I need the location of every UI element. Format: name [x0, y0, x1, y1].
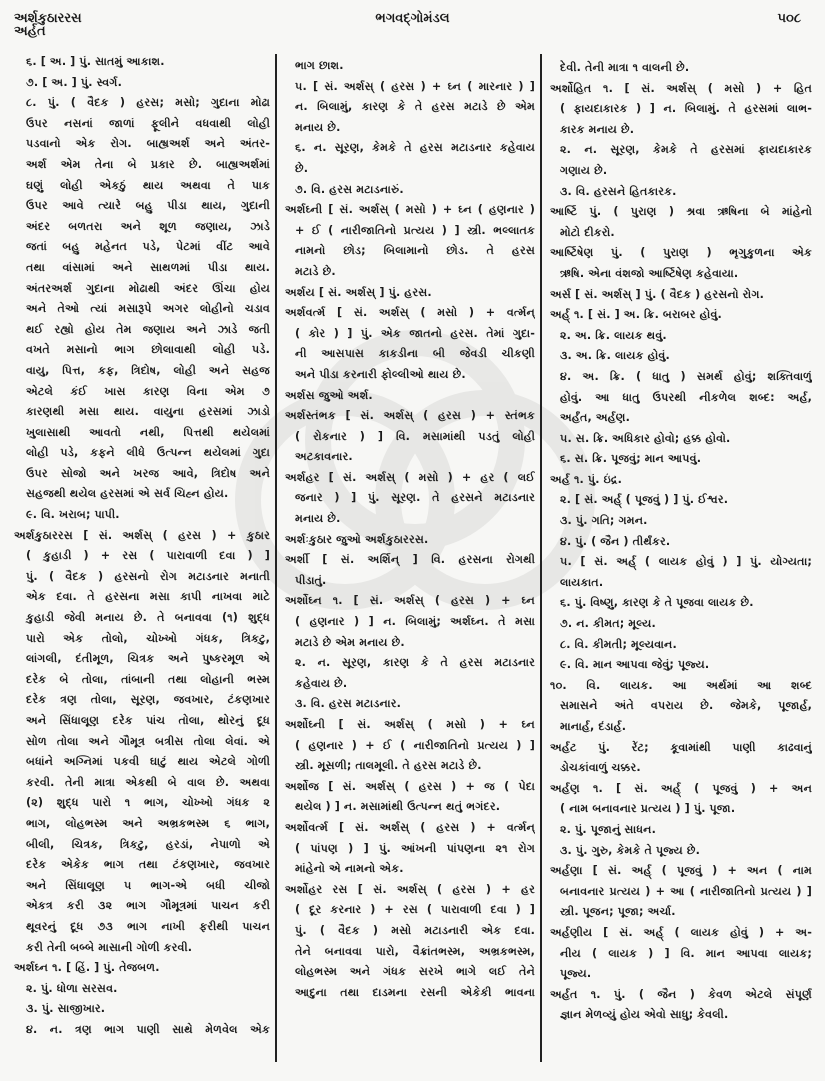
- entry-text-line: હોવું. આ ધાતુ ઉપરથી નીકળેલ શબ્દ: અર્હ,: [560, 390, 812, 404]
- entry-headword-line: અર્શી [ સં. અર્શિન્ ] વિ. હરસના રોગથી: [285, 553, 535, 567]
- entry-text-line: થૂવરનું દૂધ ૭૩ ભાગ નાખી ફરીથી પાચન: [26, 919, 270, 933]
- entry-text-line: ન. બિલામું, કારણ કે તે હરસ મટાડે છે એમ: [295, 100, 535, 114]
- entry-text-line: અર્શ એમ તેના બે પ્રકાર છે. બાહ્યઅર્શમાં: [26, 157, 270, 171]
- entry-text-line: ૯. વિ. ખરાબ; પાપી.: [26, 508, 120, 522]
- page-title: ભગવદ્ગોમંડલ: [375, 11, 450, 26]
- entry-text-line: લોહી પડે, કફને લીધે ઉત્પન્ન થયેલમાં ગુદા: [26, 446, 270, 460]
- entry-text-line: ૭. વિ. હરસ મટાડનારું.: [295, 182, 404, 196]
- entry-text-line: ૨. અ. ક્રિ. લાયક થવું.: [560, 328, 667, 342]
- column-divider: [275, 54, 277, 1062]
- entry-text-line: કુહાડી જેવી મનાય છે. તે બનાવવા (૧) શુદ્ધ: [26, 611, 270, 625]
- entry-text-line: થયેલ ) ] ન. મસામાંથી ઉત્પન્ન થતું ભગંદર.: [295, 800, 501, 814]
- entry-text-line: ની આસપાસ કાકડીના બી જેવડી ચીકણી: [295, 347, 535, 361]
- entry-text-line: ૩. પું. ગતિ; ગમન.: [560, 514, 648, 528]
- entry-text-line: ૫. સ. ક્રિ. અધિકાર હોવો; હક્ક હોવો.: [560, 431, 731, 445]
- entry-headword-line: અર્હત ૧. પું. ( જૈન ) કેવળ એટલે સંપૂર્ણ: [550, 987, 812, 1001]
- entry-headword-line: અર્હણીય [ સં. અર્હ્ ( લાયક હોવું ) + અ-: [550, 925, 812, 939]
- entry-headword-line: અર્શોઘ્ન ૧. [ સં. અર્શસ્ ( હરસ ) + ઘ્ન: [285, 594, 535, 608]
- entry-headword-line: અર્શોહર રસ [ સં. અર્શસ્ ( હરસ ) + હર: [285, 882, 535, 896]
- entry-text-line: નામનો છોડ; બિલામાનો છોડ. તે હરસ: [295, 244, 535, 258]
- entry-text-line: માનાર્હ, દંડાર્હ.: [560, 720, 627, 733]
- entry-text-line: ઋષિ. એના વંશજો આર્ષ્ટિષેણ કહેવાયા.: [560, 266, 739, 280]
- entry-text-line: જતાં બહુ મહેનત પડે, પેટમાં વીંટ આવે: [26, 240, 270, 254]
- entry-headword-line: અર્હણા [ સં. અર્હ્ ( પૂજવું ) + અન ( નામ: [550, 864, 812, 878]
- entry-text-line: અંતરઅર્શ ગુદાના મોઢાથી અંદર ઊંચા હોય: [26, 281, 270, 295]
- entry-text-line: મોટો દીકરો.: [560, 225, 615, 239]
- entry-text-line: એકત્ર કરી ૩૨ ભાગ ગૌમૂત્રમાં પાચન કરી: [26, 899, 270, 913]
- entry-text-line: કહેવાય છે.: [295, 676, 348, 690]
- entry-text-line: ખુલાસાથી આવતો નથી, પિત્તથી થયેલમાં: [26, 425, 270, 439]
- entry-headword-line: અર્શોજ [ સં. અર્શસ્ ( હરસ ) + જ ( પેદા: [285, 779, 535, 793]
- entry-headword-line: અર્શકુઠારરસ [ સં. અર્શસ્ ( હરસ ) + કુઠાર: [14, 528, 270, 542]
- entry-headword-line: અર્શસ્તંભક [ સં. અર્શસ્ ( હરસ ) + સ્તંભક: [285, 409, 535, 423]
- entry-text-line: પૂજ્ય.: [560, 967, 592, 981]
- entry-text-line: ૬. [ અ. ] પું. સાતમું આકાશ.: [26, 55, 165, 68]
- entry-text-line: પું. ( વૈદક ) હરસનો રોગ મટાડનાર મનાતી: [26, 569, 270, 583]
- entry-headword-line: અર્શઃકુઠાર જુઓ અર્શકુઠારરસ.: [285, 532, 429, 546]
- entry-headword-line: અર્હ ૧. પું. ઇંદ્ર.: [550, 472, 622, 486]
- entry-text-line: કારણથી મસા થાય. વાયુના હરસમાં ઝાડો: [26, 405, 270, 419]
- entry-text-line: એક દવા. તે હરસના મસા કાપી નાખવા માટે: [26, 590, 270, 604]
- entry-text-line: ( રોકનાર ) ] વિ. મસામાંથી પડતું લોહી: [295, 429, 535, 443]
- entry-text-line: મનાય છે.: [295, 120, 341, 134]
- entry-text-line: ૯. વિ. માન આપવા જેવું; પૂજ્ય.: [560, 658, 710, 672]
- entry-headword-line: અર્શસ જુઓ અર્શ.: [285, 388, 373, 402]
- entry-text-line: અને સિંધાલૂણ દરેક પાંચ તોલા, થોરનું દૂધ: [26, 714, 270, 727]
- entry-text-line: પડવાનો એક રોગ. બાહ્યઅર્શ અને અંતર-: [26, 137, 270, 151]
- entry-text-line: ૪. ન. ત્રણ ભાગ પાણી સાથે મેળવેલ એક: [26, 1022, 270, 1036]
- entry-text-line: અને પીડા કરનારી ફોલ્લીઓ થાય છે.: [295, 367, 466, 381]
- entry-text-line: છે.: [295, 161, 309, 175]
- entry-text-line: અટકાવનાર.: [295, 450, 353, 464]
- entry-headword-line: અર્શોવર્ત્મ [ સં. અર્શસ્ ( હરસ ) + વર્ત્મન્: [285, 820, 535, 834]
- entry-text-line: ૩. અ. ક્રિ. લાયક હોવું.: [560, 349, 670, 363]
- entry-text-line: વખતે મસાનો ભાગ છોલાવાથી લોહી પડે.: [26, 343, 270, 357]
- entry-text-line: ૭. ન. કીમત; મૂલ્ય.: [560, 617, 656, 631]
- entry-text-line: આદુના તથા દાડમના રસની એકેકી ભાવના: [295, 985, 535, 999]
- entry-text-line: બનાવનાર પ્રત્યય ) + આ ( નારીજાતિનો પ્રત્યય ) ]: [560, 884, 812, 898]
- entry-headword-line: અર્શોહિત ૧. [ સં. અર્શસ્ ( મસો ) + હિત: [550, 81, 812, 95]
- entry-text-line: ઉપર આવે ત્યારે બહુ પીડા થાય, ગુદાની: [26, 199, 270, 213]
- guide-word-first: અર્શકુઠારરસ: [14, 11, 82, 26]
- entry-text-line: લોહભસ્મ અને ગંધક સરખે ભાગે લઈ તેને: [295, 965, 535, 979]
- entry-text-line: એટલે કંઈ ખાસ કારણ વિના એમ ૭: [26, 384, 270, 398]
- entry-text-line: ૮. વિ. કીમતી; મૂલ્યવાન.: [560, 637, 677, 651]
- text-column-3: [550, 58, 812, 1026]
- entry-text-line: મટાડે છે.: [295, 264, 336, 278]
- entry-text-line: પારો એક તોલો, ચોખ્ખો ગંધક, ત્રિકટુ,: [26, 631, 270, 645]
- entry-text-line: ૨. ન. સૂરણ, કેમકે તે હરસમાં ફાયદાકારક: [560, 143, 812, 157]
- entry-text-line: તેને બનાવવા પારો, વૈક્રાંતભસ્મ, અભ્રકભસ્મ,: [295, 944, 535, 958]
- entry-text-line: ૩. વિ. હરસને હિતકારક.: [560, 184, 677, 198]
- entry-text-line: પું. ( વૈદક ) મસો મટાડનારી એક દવા.: [295, 923, 535, 937]
- entry-text-line: ડોચકાંવાળું ચક્કર.: [560, 761, 641, 775]
- entry-text-line: દરેક બે તોલા, તાંબાની તથા લોહાની ભસ્મ: [26, 672, 270, 686]
- entry-headword-line: આર્ષ્ટિષેણ પું. ( પુરાણ ) ભૃગુકુળના એક: [550, 246, 812, 260]
- entry-headword-line: અર્શવર્ત્મ [ સં. અર્શસ્ ( મસો ) + વર્ત્મન્: [285, 306, 535, 320]
- entry-text-line: થઈ રહ્યો હોય તેમ જણાય અને ઝાડે જતી: [26, 322, 270, 336]
- page-number: ૫૦૮: [777, 11, 801, 26]
- text-column-1: [14, 52, 270, 1041]
- entry-text-line: મટાડે છે એમ મનાય છે.: [295, 635, 405, 649]
- entry-text-line: ઘણું લોહી એકઠું થાય અથવા તે પાક: [26, 178, 270, 192]
- entry-text-line: ૨. ન. સૂરણ, કારણ કે તે હરસ મટાડનાર: [295, 656, 535, 670]
- entry-text-line: માંહેનો એ નામનો એક.: [295, 862, 404, 876]
- entry-text-line: ઉપર સોજો અને ખરજ આવે, ત્રિદોષ અને: [26, 466, 270, 480]
- entry-text-line: દરેક એકેક ભાગ તથા ટંકણખાર, જવખાર: [26, 858, 270, 872]
- entry-text-line: ( નામ બનાવનાર પ્રત્યય ) ] પું. પૂજા.: [560, 802, 736, 816]
- entry-text-line: ૩. પું. સાજીખાર.: [26, 1002, 106, 1016]
- entry-text-line: ૪. અ. ક્રિ. ( ધાતુ ) સમર્થ હોવું; શક્તિવાળું: [560, 369, 812, 383]
- column-divider: [540, 54, 542, 1062]
- entry-headword-line: અર્હટ પું. રેંટ; કૂવામાંથી પાણી કાઢવાનું: [550, 740, 812, 754]
- entry-text-line: ૨. પું. ધોળા સરસવ.: [26, 981, 118, 995]
- entry-text-line: પીડાતું.: [295, 573, 327, 587]
- entry-text-line: સમાસને અંતે વપરાય છે. જેમકે, પૂજાર્હ,: [560, 699, 812, 713]
- entry-text-line: સ્ત્રી. મૂસળી; તાલમૂલી. તે હરસ મટાડે છે.: [295, 759, 482, 773]
- entry-text-line: કારક મનાય છે.: [560, 122, 635, 136]
- entry-text-line: ( હણનાર ) + ઈ ( નારીજાતિનો પ્રત્યય ) ]: [295, 738, 535, 752]
- entry-text-line: દેવી. તેની માત્રા ૧ વાલની છે.: [560, 61, 690, 74]
- entry-headword-line: ૧૦. વિ. લાયક. આ અર્થમાં આ શબ્દ: [550, 678, 812, 692]
- entry-text-line: ૬. સ. ક્રિ. પૂજવું; માન આપવું.: [560, 452, 702, 466]
- entry-text-line: ભાગ છાશ.: [295, 59, 344, 72]
- entry-text-line: ૫. [ સં. અર્શસ્ ( હરસ ) + ઘ્ન ( મારનાર ) ]: [295, 79, 535, 93]
- entry-text-line: + ઈ ( નારીજાતિનો પ્રત્યય ) ] સ્ત્રી. ભલ્લાતક: [295, 223, 535, 237]
- entry-text-line: લાયકાત.: [560, 575, 604, 589]
- entry-text-line: જ્ઞાન મેળવ્યું હોય એવો સાધુ; કેવલી.: [560, 1008, 729, 1022]
- entry-text-line: ગણાય છે.: [560, 163, 608, 177]
- entry-text-line: ૨. પું. પૂજાનું સાધન.: [560, 822, 656, 836]
- entry-headword-line: અર્શોઘ્ની [ સં. અર્શસ્ ( મસો ) + ઘ્ન: [285, 718, 535, 731]
- entry-headword-line: અર્હણ ૧. [ સં. અર્હ્ ( પૂજવું ) + અન: [550, 781, 812, 795]
- entry-text-line: ૪. પું. ( જૈન ) તીર્થંકર.: [560, 534, 671, 548]
- entry-text-line: (૨) શુદ્ધ પારો ૧ ભાગ, ચોખ્ખો ગંધક ૨: [26, 796, 270, 810]
- entry-text-line: બીલી, ચિત્રક, ત્રિકટુ, હરડાં, નેપાળો એ: [26, 837, 270, 851]
- entry-text-line: ૫. [ સં. અર્હ્ ( લાયક હોવું ) ] પું. યોગ્યતા;: [560, 555, 812, 569]
- entry-text-line: નીય ( લાયક ) ] વિ. માન આપવા લાયક;: [560, 946, 812, 960]
- entry-headword-line: અર્શહર [ સં. અર્શસ્ ( મસો ) + હર ( લઈ: [285, 470, 535, 484]
- entry-text-line: ૮. પું. ( વૈદક ) હરસ; મસો; ગુદાના મોઢા: [26, 96, 270, 110]
- entry-text-line: અંદર બળતરા અને શૂળ જણાય, ઝાડે: [26, 219, 270, 233]
- entry-text-line: ( દૂર કરનાર ) + રસ ( પારાવાળી દવા ) ]: [295, 903, 535, 917]
- entry-text-line: ( કોર ) ] પું. એક જાતનો હરસ. તેમાં ગુદા-: [295, 326, 535, 340]
- entry-headword-line: આર્ષ્ટિ પું. ( પુરાણ ) શ્રવા ઋષિના બે માંહેનો: [550, 205, 812, 219]
- entry-text-line: બધાંને અગ્નિમાં પકવી ઘાટું થાય એટલે ગોળી: [26, 755, 270, 769]
- entry-text-line: ૨. [ સં. અર્હ્ ( પૂજવું ) ] પું. ઈશ્વર.: [560, 493, 729, 507]
- entry-text-line: જનાર ) ] પું. સૂરણ. તે હરસને મટાડનાર: [295, 491, 535, 505]
- entry-text-line: ભાગ, લોહભસ્મ અને અભ્રકભસ્મ ૬ ભાગ,: [26, 816, 270, 830]
- entry-headword-line: અર્સ [ સં. અર્શસ્ ] પું. ( વૈદક ) હરસનો રોગ.: [550, 287, 764, 301]
- entry-text-line: વાયુ, પિત્ત, કફ, ત્રિદોષ, લોહી અને સહજ: [26, 363, 270, 377]
- entry-text-line: દરેક ત્રણ તોલા, સૂરણ, જવખાર, ટંકણખાર: [26, 693, 270, 707]
- entry-headword-line: અર્શઘ્ની [ સં. અર્શસ્ ( મસો ) + ઘ્ન ( હણનાર ): [285, 203, 535, 217]
- entry-text-line: અર્હંત, અર્હણ.: [560, 411, 630, 425]
- entry-headword-line: અર્શય [ સં. અર્શસ્ ] પું. હરસ.: [285, 285, 432, 299]
- entry-text-line: સહજથી થયેલ હરસમાં એ સર્વ ચિહ્ન હોય.: [26, 487, 229, 501]
- entry-headword-line: અર્હ્ ૧. [ સં. ] અ. ક્રિ. બરાબર હોવું.: [550, 308, 722, 322]
- entry-text-line: અને સિંધાલૂણ ૫ ભાગ-એ બધી ચીજો: [26, 878, 270, 892]
- guide-word-last: અર્હત: [14, 24, 46, 39]
- entry-text-line: ( કુહાડી ) + રસ ( પારાવાળી દવા ) ]: [26, 549, 270, 563]
- entry-text-line: ( પાંપણ ) ] પું. આંખની પાંપણના ૨૧ રોગ: [295, 841, 535, 855]
- entry-text-line: ૩. પું. ગુરુ, કેમકે તે પૂજ્ય છે.: [560, 843, 700, 857]
- entry-text-line: ૩. વિ. હરસ મટાડનાર.: [295, 697, 401, 711]
- entry-text-line: લાંગલી, દંતીમૂળ, ચિત્રક અને પુષ્કરમૂળ એ: [26, 652, 270, 666]
- entry-text-line: તથા વાંસામાં અને સાથળમાં પીડા થાય.: [26, 260, 270, 274]
- entry-text-line: મનાય છે.: [295, 512, 341, 526]
- entry-text-line: ૭. [ અ. ] પું. સ્વર્ગ.: [26, 75, 122, 89]
- entry-text-line: કરવી. તેની માત્રા એકથી બે વાલ છે. અથવા: [26, 775, 270, 789]
- text-column-2: [285, 56, 535, 1003]
- entry-text-line: ૬. પું. વિષ્ણુ, કારણ કે તે પૂજવા લાયક છે.: [560, 596, 754, 610]
- entry-text-line: સ્ત્રી. પૂજન; પૂજા; અર્ચા.: [560, 905, 676, 919]
- entry-text-line: ( હણનાર ) ] ન. બિલામું; અર્શઘ્ન. તે મસા: [295, 615, 535, 629]
- entry-text-line: ઉપર નસનાં જાળાં ફૂલીને વધવાથી લોહી: [26, 116, 270, 130]
- entry-text-line: ( ફાયદાકારક ) ] ન. બિલામું. તે હરસમાં લાભ-: [560, 102, 812, 116]
- entry-headword-line: અર્શઘ્ન ૧. [ હિં. ] પું. તેજબળ.: [14, 961, 160, 975]
- entry-text-line: ૬. ન. સૂરણ, કેમકે તે હરસ મટાડનાર કહેવાય: [295, 141, 535, 155]
- entry-text-line: કરી તેની બબ્બે માસાની ગોળી કરવી.: [26, 940, 193, 954]
- entry-text-line: સોળ તોલા અને ગૌમૂત્ર બત્રીસ તોલા લેવાં. એ: [26, 734, 270, 748]
- entry-text-line: અને તેઓ ત્યાં મસારૂપે અગર લોહીનો ચડાવ: [26, 302, 270, 316]
